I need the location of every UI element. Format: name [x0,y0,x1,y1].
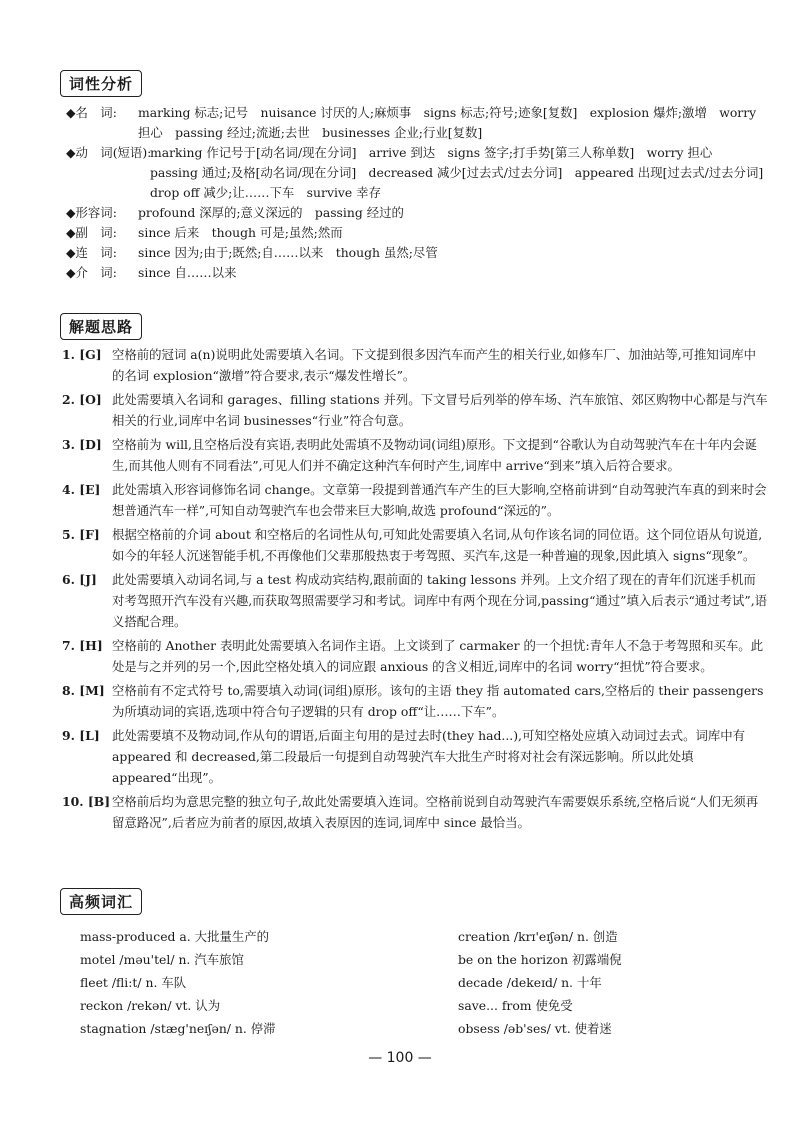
solution-text: 空格前后均为意思完整的独立句子,故此处需要填入连词。空格前说到自动驾驶汽车需要娱乐系统,空格后说“人们无须再留意路况”,后者应为前者的原因,故填入表原因的连词,词库中 since 最恰当。 [112,794,759,830]
vocab-column-right [458,925,768,1040]
solution-number: 3. [D] [62,437,102,452]
section-title-pos: 词性分析 [60,70,142,97]
solution-list [62,344,768,836]
solution-number: 2. [O] [62,392,102,407]
solution-number: 8. [M] [62,683,105,698]
solution-item [62,791,768,833]
vocab-item: creation /krɪ'eɪʃən/ n. 创造 [458,929,618,944]
vocab-item: reckon /rekən/ vt. 认为 [80,998,221,1013]
solution-item [62,524,768,566]
pos-row-adverb [66,223,766,243]
pos-row-verb [66,143,776,203]
pos-row-adjective [66,203,766,223]
pos-label: ◆名 词: [66,105,117,120]
solution-text: 此处需填入形容词修饰名词 change。文章第一段提到普通汽车产生的巨大影响,空格前讲到“自动驾驶汽车真的到来时会想普通汽车一样”,可知自动驾驶汽车也会带来巨大影响,故选 profound“深远的”。 [112,482,767,518]
vocab-item: obsess /əb'ses/ vt. 使着迷 [458,1021,612,1036]
vocab-item: stagnation /stæg'neɪʃən/ n. 停滞 [80,1021,276,1036]
pos-row-conjunction [66,243,766,263]
vocab-item: be on the horizon 初露端倪 [458,952,622,967]
vocab-column-left [80,925,410,1040]
solution-number: 6. [J] [62,572,97,587]
solution-item [62,344,768,386]
solution-number: 4. [E] [62,482,101,497]
section-title-solution: 解题思路 [60,313,142,340]
solution-text: 空格前的冠词 a(n)说明此处需要填入名词。下文提到很多因汽车而产生的相关行业,如修车厂、加油站等,可推知词库中的名词 explosion“激增”符合要求,表示“爆发性增长”。 [112,347,756,383]
vocab-item: fleet /fli:t/ n. 车队 [80,975,187,990]
pos-row-preposition [66,263,766,283]
pos-text: since 自……以来 [138,265,237,280]
pos-analysis [66,103,776,283]
solution-item [62,434,768,476]
solution-text: 根据空格前的介词 about 和空格后的名词性从句,可知此处需要填入名词,从句作该名词的同位语。这个同位语从句说道,如今的年轻人沉迷智能手机,不再像他们父辈那般热衷于考驾照、买汽车,这是一种普遍的现象,因此填入 signs“现象”。 [112,527,763,563]
solution-text: 空格前为 will,且空格后没有宾语,表明此处需填不及物动词(词组)原形。下文提到“谷歌认为自动驾驶汽车在十年内会诞生,而其他人则有不同看法”,可见人们并不确定这种汽车何时产生,词库中 arrive“到来”填入后符合要求。 [112,437,758,473]
pos-text: marking 作记号于[动名词/现在分词] arrive 到达 signs 签字;打手势[第三人称单数] worry 担心 passing 通过;及格[动名词/现在分词] decreased 减少[过去式/过去分词] appeared 出现[过去式/过去分词] drop off 减少;让……下车 survive 幸存 [150,145,776,200]
pos-text: marking 标志;记号 nuisance 讨厌的人;麻烦事 signs 标志;符号;迹象[复数] explosion 爆炸;激增 worry 担心 passing 经过;流逝;去世 businesses 企业;行业[复数] [138,105,757,140]
solution-item [62,725,768,788]
pos-text: since 因为;由于;既然;自……以来 though 虽然;尽管 [138,245,438,260]
section-title-vocab: 高频词汇 [60,888,142,915]
solution-text: 空格前有不定式符号 to,需要填入动词(词组)原形。该句的主语 they 指 automated cars,空格后的 their passengers 为所填动词的宾语,选项中符合句子逻辑的只有 drop off“让……下车”。 [112,683,764,719]
solution-number: 10. [B] [62,794,111,809]
vocab-item: mass-produced a. 大批量生产的 [80,929,270,944]
pos-label: ◆介 词: [66,265,117,280]
pos-label: ◆副 词: [66,225,117,240]
solution-item [62,389,768,431]
pos-label: ◆连 词: [66,245,117,260]
solution-text: 此处需要填不及物动词,作从句的谓语,后面主句用的是过去时(they had...),可知空格处应填入动词过去式。词库中有 appeared 和 decreased,第二段最后一句提到自动驾驶汽车大批生产时将对社会有深远影响。所以此处填 appeared“出现”。 [112,728,746,785]
page-number: — 100 — [368,1050,432,1066]
solution-text: 此处需要填入动词名词,与 a test 构成动宾结构,跟前面的 taking lessons 并列。上文介绍了现在的青年们沉迷手机而对考驾照开汽车没有兴趣,而获取驾照需要学习和考试。词库中有两个现在分词,passing“通过”填入后表示“通过考试”,语义搭配合理。 [112,572,768,629]
solution-number: 5. [F] [62,527,100,542]
solution-number: 9. [L] [62,728,100,743]
solution-number: 1. [G] [62,347,102,362]
solution-number: 7. [H] [62,638,103,653]
pos-text: profound 深厚的;意义深远的 passing 经过的 [138,205,404,220]
solution-text: 此处需要填入名词和 garages、filling stations 并列。下文冒号后列举的停车场、汽车旅馆、郊区购物中心都是与汽车相关的行业,词库中名词 businesses“行业”符合句意。 [112,392,768,428]
solution-item [62,635,768,677]
solution-text: 空格前的 Another 表明此处需要填入名词作主语。上文谈到了 carmaker 的一个担忧:青年人不急于考驾照和买车。此处是与之并列的另一个,因此空格处填入的词应跟 anxious 的含义相近,词库中的名词 worry“担忧”符合要求。 [112,638,764,674]
vocab-item: save... from 使免受 [458,998,573,1013]
solution-item [62,680,768,722]
pos-text: since 后来 though 可是;虽然;然而 [138,225,343,240]
pos-label: ◆动 词(短语): [66,145,152,160]
vocab-item: motel /məu'tel/ n. 汽车旅馆 [80,952,244,967]
pos-label: ◆形容词: [66,205,117,220]
vocab-item: decade /dekeɪd/ n. 十年 [458,975,602,990]
solution-item [62,569,768,632]
pos-row-noun [66,103,766,143]
solution-item [62,479,768,521]
